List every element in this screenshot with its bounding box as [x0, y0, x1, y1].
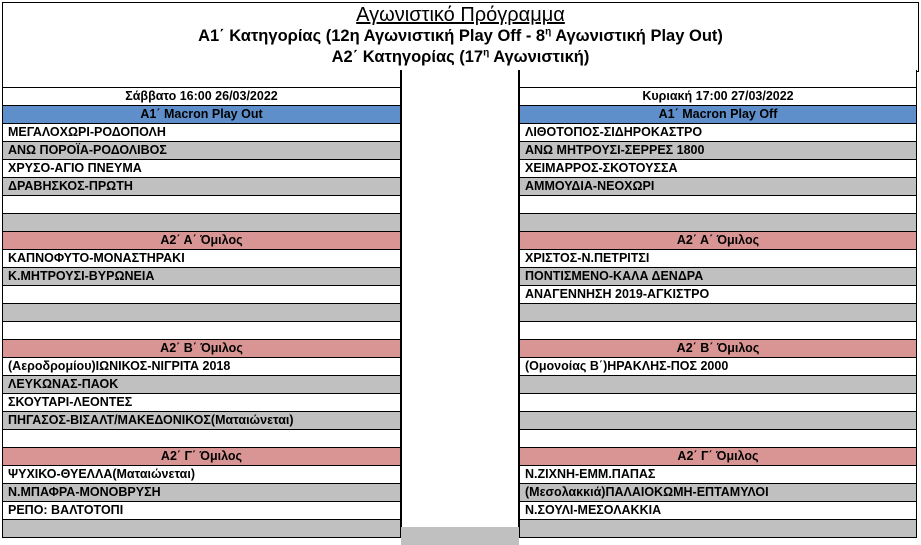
match-row: ΑΝΩ ΠΟΡΟΪΑ-ΡΟΔΟΛΙΒΟΣ — [2, 142, 401, 160]
header-line-a1-tail: Αγωνιστική Play Out) — [551, 27, 723, 45]
empty-row — [519, 520, 917, 538]
schedule-title: Αγωνιστικό Πρόγραμμα — [356, 4, 565, 26]
empty-row — [519, 322, 917, 340]
header-line-a1-sup: η — [545, 26, 552, 38]
match-row: ΛΙΘΟΤΟΠΟΣ-ΣΙΔΗΡΟΚΑΣΤΡΟ — [519, 124, 917, 142]
header-line-a1-text: Α1΄ Κατηγορίας (12η Αγωνιστική Play Off - 8 — [198, 27, 546, 45]
match-row: ΧΡΥΣΟ-ΑΓΙΟ ΠΝΕΥΜΑ — [2, 160, 401, 178]
header-line-a2-tail: Αγωνιστική) — [489, 48, 590, 66]
column-separator — [401, 70, 519, 545]
match-row: Ν.ΖΙΧΝΗ-ΕΜΜ.ΠΑΠΑΣ — [519, 466, 917, 484]
spacer-row — [2, 70, 401, 88]
match-row: ΧΡΙΣΤΟΣ-Ν.ΠΕΤΡΙΤΣΙ — [519, 250, 917, 268]
spacer-row — [519, 70, 917, 88]
empty-row — [2, 430, 401, 448]
empty-row — [2, 196, 401, 214]
a1-playout-header: Α1΄ Macron Play Out — [2, 106, 401, 124]
separator-footer — [401, 527, 519, 545]
match-row: (Αεροδρομίου)ΙΩΝΙΚΟΣ-ΝΙΓΡΙΤΑ 2018 — [2, 358, 401, 376]
a1-playoff-header: Α1΄ Macron Play Off — [519, 106, 917, 124]
sunday-column — [519, 70, 917, 538]
saturday-column — [2, 70, 401, 538]
a2-group-a-header: Α2΄ Α΄ Όμιλος — [2, 232, 401, 250]
empty-row — [2, 322, 401, 340]
sunday-date: Κυριακή 17:00 27/03/2022 — [519, 88, 917, 106]
schedule-header — [2, 2, 919, 72]
empty-row — [519, 430, 917, 448]
header-line-a1 — [3, 26, 918, 47]
match-row: ΡΕΠΟ: ΒΑΛΤΟΤΟΠΙ — [2, 502, 401, 520]
empty-row — [2, 214, 401, 232]
a2-group-c-header: Α2΄ Γ΄ Όμιλος — [519, 448, 917, 466]
match-row: ΑΜΜΟΥΔΙΑ-ΝΕΟΧΩΡΙ — [519, 178, 917, 196]
match-row: Ν.ΣΟΥΛΙ-ΜΕΣΟΛΑΚΚΙΑ — [519, 502, 917, 520]
a2-group-a-header: Α2΄ Α΄ Όμιλος — [519, 232, 917, 250]
empty-row — [2, 286, 401, 304]
header-line-a2-sup: η — [483, 47, 490, 59]
empty-row — [519, 394, 917, 412]
header-line-a2-text: Α2΄ Κατηγορίας (17 — [331, 48, 484, 66]
a2-group-b-header: Α2΄ Β΄ Όμιλος — [2, 340, 401, 358]
header-line-a2 — [3, 47, 918, 68]
empty-row — [2, 304, 401, 322]
empty-row — [2, 520, 401, 538]
match-row: ΧΕΙΜΑΡΡΟΣ-ΣΚΟΤΟΥΣΣΑ — [519, 160, 917, 178]
empty-row — [519, 214, 917, 232]
empty-row — [519, 376, 917, 394]
match-row: ΚΑΠΝΟΦΥΤΟ-ΜΟΝΑΣΤΗΡΑΚΙ — [2, 250, 401, 268]
match-row: ΔΡΑΒΗΣΚΟΣ-ΠΡΩΤΗ — [2, 178, 401, 196]
match-row: ΠΟΝΤΙΣΜΕΝΟ-ΚΑΛΑ ΔΕΝΔΡΑ — [519, 268, 917, 286]
a2-group-c-header: Α2΄ Γ΄ Όμιλος — [2, 448, 401, 466]
match-row: ΛΕΥΚΩΝΑΣ-ΠΑΟΚ — [2, 376, 401, 394]
match-row: ΣΚΟΥΤΑΡΙ-ΛΕΟΝΤΕΣ — [2, 394, 401, 412]
saturday-date: Σάββατο 16:00 26/03/2022 — [2, 88, 401, 106]
a2-group-b-header: Α2΄ Β΄ Όμιλος — [519, 340, 917, 358]
empty-row — [519, 412, 917, 430]
empty-row — [519, 196, 917, 214]
empty-row — [519, 304, 917, 322]
match-row: (Ομονοίας Β΄)ΗΡΑΚΛΗΣ-ΠΟΣ 2000 — [519, 358, 917, 376]
match-row: (Μεσολακκιά)ΠΑΛΑΙΟΚΩΜΗ-ΕΠΤΑΜΥΛΟΙ — [519, 484, 917, 502]
match-row: Ν.ΜΠΑΦΡΑ-ΜΟΝΟΒΡΥΣΗ — [2, 484, 401, 502]
match-row: ΑΝΑΓΕΝΝΗΣΗ 2019-ΑΓΚΙΣΤΡΟ — [519, 286, 917, 304]
match-row: ΑΝΩ ΜΗΤΡΟΥΣΙ-ΣΕΡΡΕΣ 1800 — [519, 142, 917, 160]
match-row: ΜΕΓΑΛΟΧΩΡΙ-ΡΟΔΟΠΟΛΗ — [2, 124, 401, 142]
match-row: Κ.ΜΗΤΡΟΥΣΙ-ΒΥΡΩΝΕΙΑ — [2, 268, 401, 286]
match-row: ΨΥΧΙΚΟ-ΘΥΕΛΛΑ(Ματαιώνεται) — [2, 466, 401, 484]
match-row: ΠΗΓΑΣΟΣ-ΒΙΣΑΛΤ/ΜΑΚΕΔΟΝΙΚΟΣ(Ματαιώνεται) — [2, 412, 401, 430]
